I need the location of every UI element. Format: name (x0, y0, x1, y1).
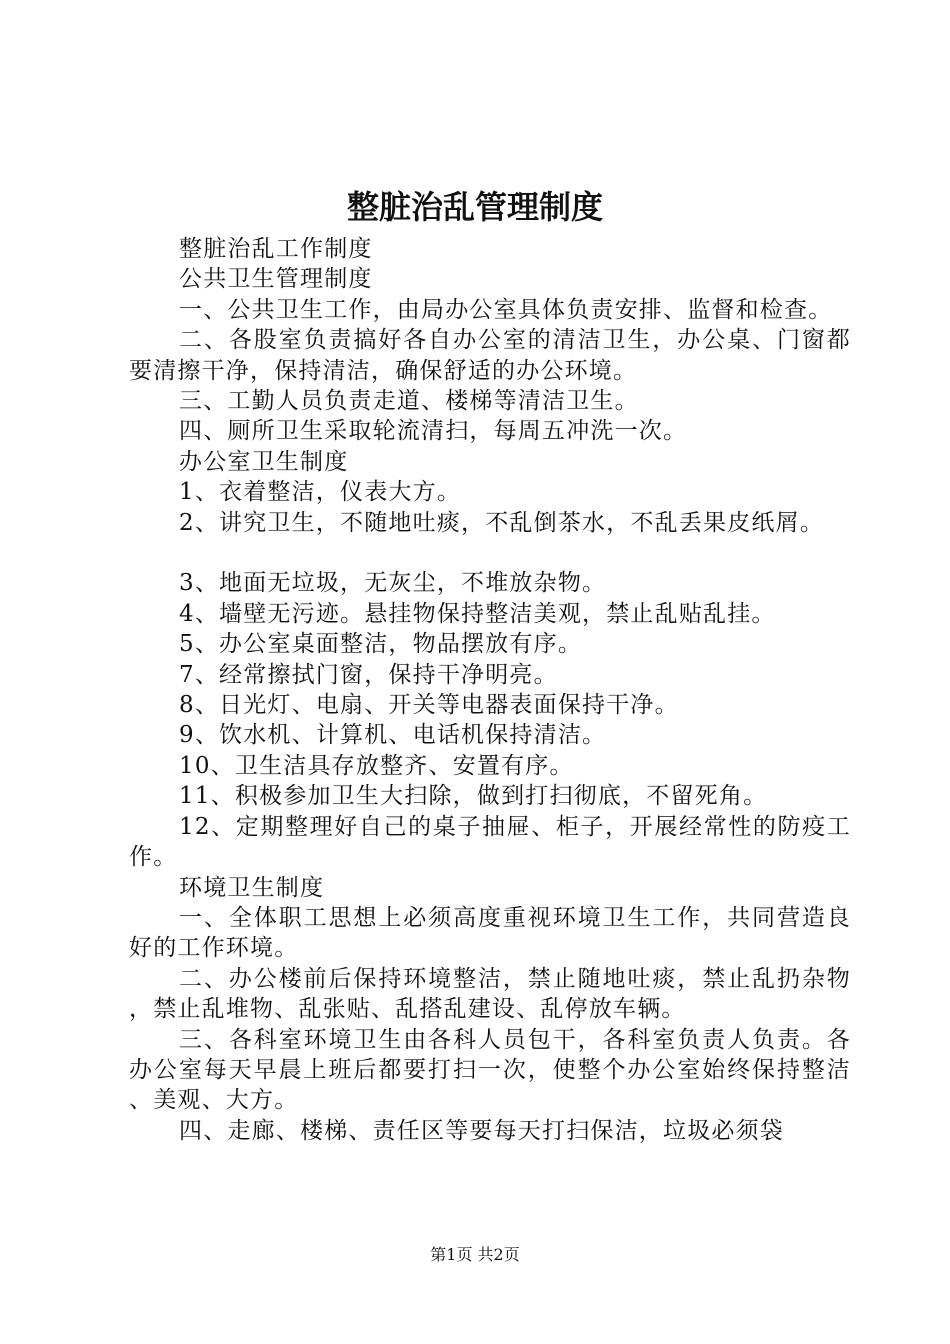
body-paragraph: 12、定期整理好自己的桌子抽屉、柜子，开展经常性的防疫工作。 (129, 813, 851, 871)
body-paragraph: 2、讲究卫生，不随地吐痰，不乱倒茶水，不乱丢果皮纸屑。 (179, 509, 825, 536)
body-paragraph: 4、墙壁无污迹。悬挂物保持整洁美观，禁止乱贴乱挂。 (179, 600, 776, 627)
body-paragraph: 公共卫生管理制度 (179, 266, 373, 293)
body-paragraph: 四、厕所卫生采取轮流清扫，每周五冲洗一次。 (179, 418, 688, 445)
document-body (129, 234, 851, 1146)
page-footer: 第1页 共2页 (430, 1245, 520, 1264)
body-paragraph: 办公室卫生制度 (179, 448, 349, 475)
body-paragraph: 8、日光灯、电扇、开关等电器表面保持干净。 (179, 692, 679, 719)
body-paragraph: 7、经常擦拭门窗，保持干净明亮。 (179, 661, 558, 688)
body-paragraph: 10、卫生洁具存放整齐、安置有序。 (179, 752, 574, 779)
body-paragraph: 三、工勤人员负责走道、楼梯等清洁卫生。 (179, 388, 639, 415)
body-paragraph: 9、饮水机、计算机、电话机保持清洁。 (179, 722, 607, 749)
body-paragraph: 四、走廊、楼梯、责任区等要每天打扫保洁，垃圾必须袋 (179, 1117, 784, 1144)
body-paragraph: 一、全体职工思想上必须高度重视环境卫生工作，共同营造良好的工作环境。 (129, 904, 851, 962)
body-paragraph: 三、各科室环境卫生由各科人员包干，各科室负责人负责。各办公室每天早晨上班后都要打扫一次，使整个办公室始终保持整洁、美观、大方。 (129, 1026, 851, 1114)
body-paragraph: 一、公共卫生工作，由局办公室具体负责安排、监督和检查。 (179, 296, 833, 323)
body-paragraph: 二、各股室负责搞好各自办公室的清洁卫生，办公桌、门窗都要清擦干净，保持清洁，确保舒适的办公环境。 (129, 327, 851, 384)
body-paragraph: 1、衣着整洁，仪表大方。 (179, 479, 462, 506)
body-paragraph: 5、办公室桌面整洁，物品摆放有序。 (179, 631, 583, 658)
body-paragraph: 环境卫生制度 (179, 874, 325, 901)
body-paragraph: 11、积极参加卫生大扫除，做到打扫彻底，不留死角。 (179, 783, 768, 810)
body-paragraph (129, 538, 851, 568)
body-paragraph: 二、办公楼前后保持环境整洁，禁止随地吐痰，禁止乱扔杂物，禁止乱堆物、乱张贴、乱搭乱建设、乱停放车辆。 (129, 965, 851, 1023)
body-paragraph: 整脏治乱工作制度 (179, 236, 373, 262)
body-paragraph: 3、地面无垃圾，无灰尘，不堆放杂物。 (179, 570, 607, 597)
document-title: 整脏治乱管理制度 (346, 188, 603, 226)
